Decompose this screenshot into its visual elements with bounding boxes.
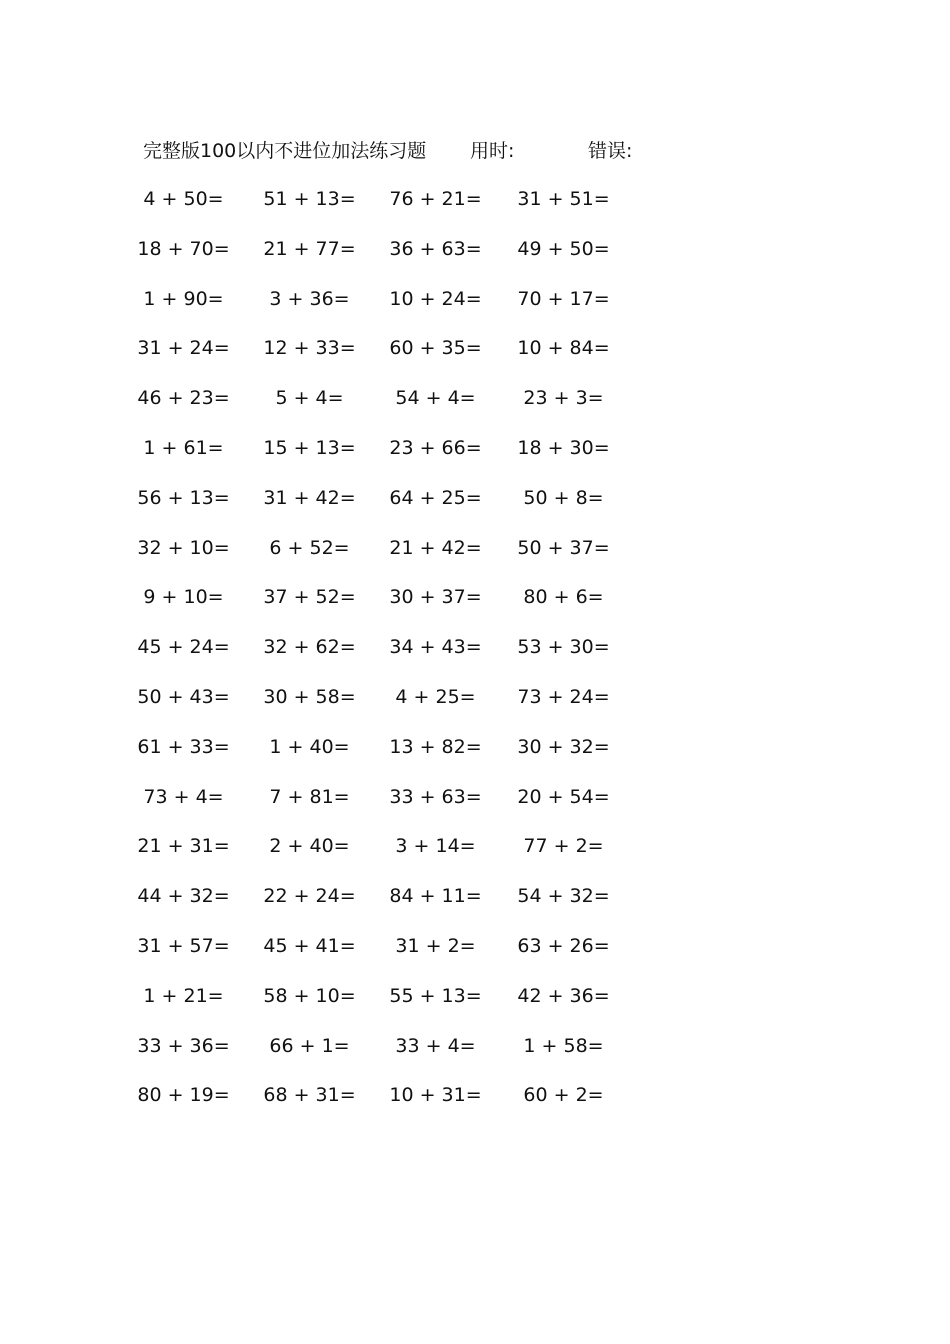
problem-row xyxy=(0,1031,950,1081)
problem-cell: 55 + 13= xyxy=(389,984,482,1007)
problem-cell: 1 + 61= xyxy=(143,436,224,459)
problem-cell: 13 + 82= xyxy=(389,735,482,758)
problem-cell: 50 + 8= xyxy=(523,486,604,509)
problem-cell: 31 + 42= xyxy=(263,486,356,509)
problem-cell: 50 + 37= xyxy=(517,536,610,559)
problem-cell: 80 + 6= xyxy=(523,586,604,609)
problem-cell: 31 + 57= xyxy=(137,934,230,957)
problem-cell: 84 + 11= xyxy=(389,885,482,908)
problem-cell: 64 + 25= xyxy=(389,486,482,509)
problem-cell: 33 + 63= xyxy=(389,785,482,808)
problem-cell: 54 + 32= xyxy=(517,885,610,908)
problem-cell: 53 + 30= xyxy=(517,636,610,659)
problem-cell: 68 + 31= xyxy=(263,1084,356,1107)
problem-cell: 44 + 32= xyxy=(137,885,230,908)
problem-cell: 6 + 52= xyxy=(269,536,350,559)
problem-cell: 12 + 33= xyxy=(263,337,356,360)
problem-cell: 10 + 84= xyxy=(517,337,610,360)
problem-cell: 30 + 32= xyxy=(517,735,610,758)
problem-row xyxy=(0,184,950,234)
problem-row xyxy=(0,732,950,782)
problem-cell: 60 + 35= xyxy=(389,337,482,360)
problem-row xyxy=(0,582,950,632)
problem-cell: 37 + 52= xyxy=(263,586,356,609)
problem-row xyxy=(0,881,950,931)
problem-row xyxy=(0,533,950,583)
problem-cell: 60 + 2= xyxy=(523,1084,604,1107)
problem-cell: 18 + 30= xyxy=(517,436,610,459)
problem-cell: 76 + 21= xyxy=(389,188,482,210)
problem-cell: 1 + 90= xyxy=(143,287,224,310)
problem-cell: 63 + 26= xyxy=(517,934,610,957)
problem-cell: 30 + 37= xyxy=(389,586,482,609)
problem-grid xyxy=(0,184,950,1130)
problem-cell: 45 + 41= xyxy=(263,934,356,957)
problem-cell: 34 + 43= xyxy=(389,636,482,659)
problem-cell: 5 + 4= xyxy=(275,387,344,410)
problem-cell: 31 + 51= xyxy=(517,188,610,210)
problem-cell: 3 + 14= xyxy=(395,835,476,858)
problem-cell: 54 + 4= xyxy=(395,387,476,410)
problem-cell: 10 + 24= xyxy=(389,287,482,310)
problem-cell: 33 + 4= xyxy=(395,1034,476,1057)
problem-cell: 61 + 33= xyxy=(137,735,230,758)
problem-cell: 42 + 36= xyxy=(517,984,610,1007)
problem-cell: 32 + 10= xyxy=(137,536,230,559)
problem-cell: 21 + 42= xyxy=(389,536,482,559)
problem-cell: 36 + 63= xyxy=(389,237,482,260)
problem-cell: 46 + 23= xyxy=(137,387,230,410)
problem-cell: 80 + 19= xyxy=(137,1084,230,1107)
problem-cell: 9 + 10= xyxy=(143,586,224,609)
problem-cell: 23 + 3= xyxy=(523,387,604,410)
problem-cell: 15 + 13= xyxy=(263,436,356,459)
problem-cell: 1 + 21= xyxy=(143,984,224,1007)
problem-cell: 4 + 25= xyxy=(395,685,476,708)
problem-cell: 22 + 24= xyxy=(263,885,356,908)
problem-row xyxy=(0,782,950,832)
problem-cell: 50 + 43= xyxy=(137,685,230,708)
problem-row xyxy=(0,234,950,284)
problem-cell: 4 + 50= xyxy=(143,188,224,210)
problem-row xyxy=(0,483,950,533)
problem-cell: 18 + 70= xyxy=(137,237,230,260)
problem-cell: 51 + 13= xyxy=(263,188,356,210)
problem-row xyxy=(0,682,950,732)
problem-cell: 7 + 81= xyxy=(269,785,350,808)
problem-cell: 31 + 24= xyxy=(137,337,230,360)
problem-cell: 21 + 77= xyxy=(263,237,356,260)
problem-cell: 1 + 58= xyxy=(523,1034,604,1057)
problem-cell: 73 + 4= xyxy=(143,785,224,808)
problem-row xyxy=(0,1080,950,1130)
problem-cell: 70 + 17= xyxy=(517,287,610,310)
problem-row xyxy=(0,981,950,1031)
problem-cell: 66 + 1= xyxy=(269,1034,350,1057)
problem-row xyxy=(0,333,950,383)
problem-cell: 1 + 40= xyxy=(269,735,350,758)
time-label: 用时: xyxy=(470,140,515,162)
problem-cell: 3 + 36= xyxy=(269,287,350,310)
worksheet-title: 完整版100以内不进位加法练习题 xyxy=(143,140,427,162)
error-label: 错误: xyxy=(588,140,633,162)
problem-cell: 21 + 31= xyxy=(137,835,230,858)
problem-row xyxy=(0,383,950,433)
problem-row xyxy=(0,931,950,981)
problem-row xyxy=(0,433,950,483)
problem-row xyxy=(0,284,950,334)
problem-cell: 32 + 62= xyxy=(263,636,356,659)
problem-cell: 73 + 24= xyxy=(517,685,610,708)
problem-row xyxy=(0,632,950,682)
problem-cell: 56 + 13= xyxy=(137,486,230,509)
worksheet-header xyxy=(143,136,763,166)
problem-cell: 49 + 50= xyxy=(517,237,610,260)
problem-cell: 77 + 2= xyxy=(523,835,604,858)
problem-cell: 23 + 66= xyxy=(389,436,482,459)
problem-cell: 45 + 24= xyxy=(137,636,230,659)
problem-row xyxy=(0,831,950,881)
problem-cell: 58 + 10= xyxy=(263,984,356,1007)
problem-cell: 33 + 36= xyxy=(137,1034,230,1057)
problem-cell: 31 + 2= xyxy=(395,934,476,957)
problem-cell: 30 + 58= xyxy=(263,685,356,708)
problem-cell: 2 + 40= xyxy=(269,835,350,858)
problem-cell: 20 + 54= xyxy=(517,785,610,808)
problem-cell: 10 + 31= xyxy=(389,1084,482,1107)
